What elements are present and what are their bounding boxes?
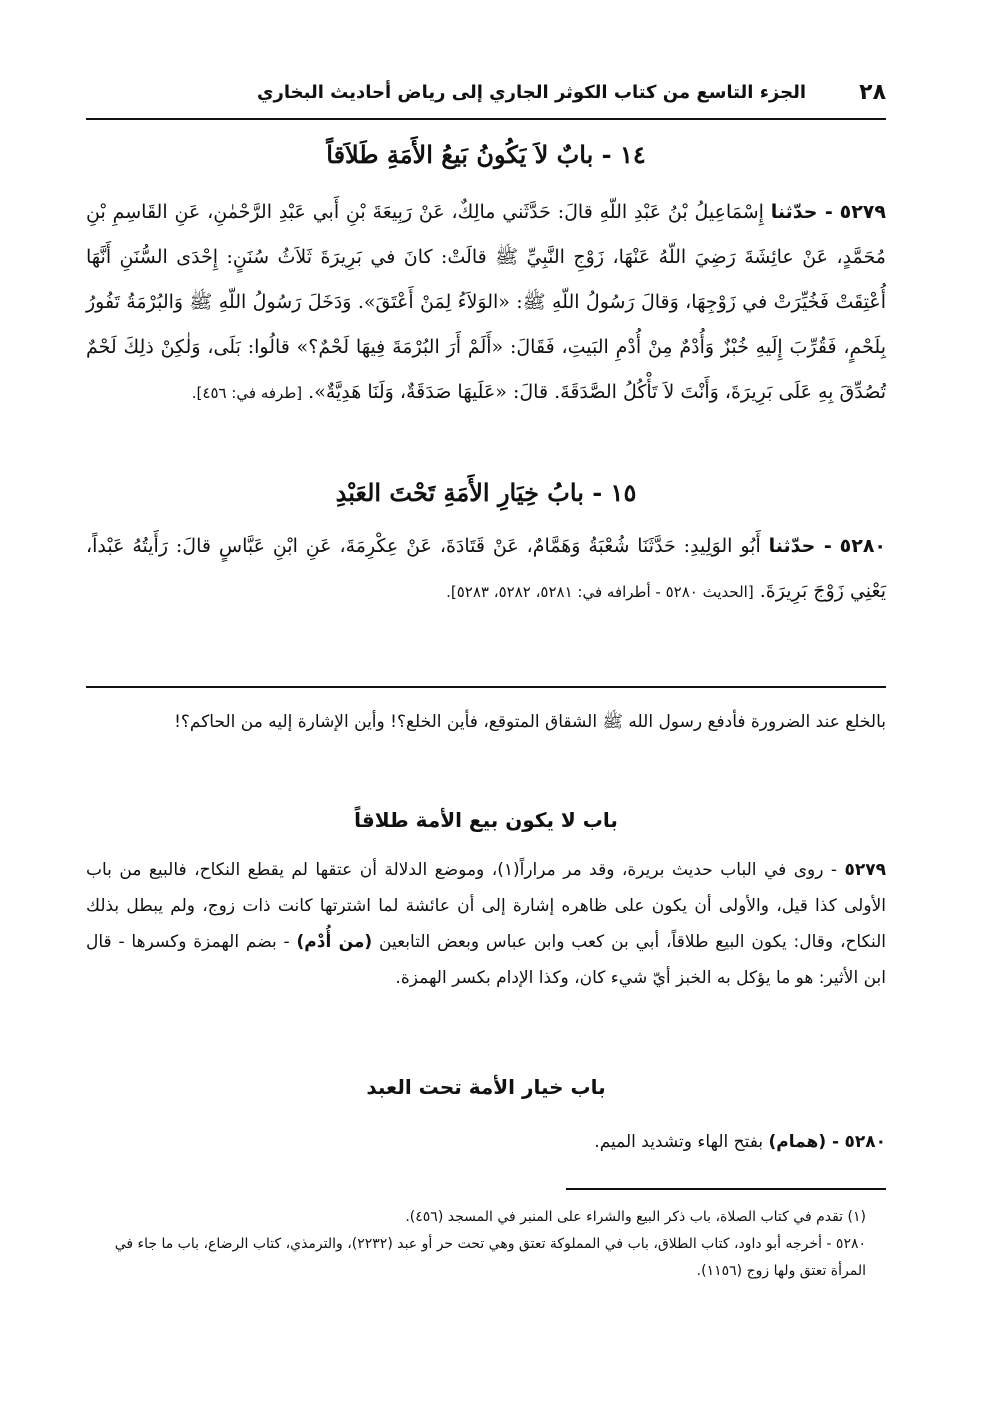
- commentary-tail: - بضم الهمزة وكسرها - قال ابن الأثير: هو ما يؤكل به الخبز أيّ شيء كان، وكذا الإدام بكسر الهمزة.: [86, 932, 886, 988]
- commentary-keyword: - (همام): [768, 1132, 840, 1152]
- commentary-heading-2: باب خيار الأمة تحت العبد: [366, 1075, 606, 1099]
- running-header: [86, 78, 886, 120]
- footnotes: [86, 1204, 886, 1285]
- hadith-text: أَبُو الوَلِيدِ: حَدَّثَنَا شُعْبَةُ وَهَمَّامٌ، عَنْ قَتَادَةَ، عَنْ عِكْرِمَةَ، عَنِ ابْنِ عَبَّاسٍ قالَ: رَأَيتُهُ عَبْداً، يَعْنِي زَوْجَ بَرِيرَةَ.: [86, 535, 886, 602]
- commentary-5279: [86, 852, 886, 996]
- page-number: ٢٨: [859, 80, 886, 105]
- hadith-number: ٥٢٨٠: [839, 535, 887, 557]
- commentary-heading-1: باب لا يكون بيع الأمة طلاقاً: [354, 808, 618, 832]
- commentary-number: ٥٢٧٩: [844, 860, 887, 880]
- hadith-lead: - حدّثنا: [770, 201, 833, 223]
- section-divider: [86, 686, 886, 688]
- hadith-reference: [الحديث ٥٢٨٠ - أطرافه في: ٥٢٨١، ٥٢٨٢، ٥٢٨٣].: [446, 583, 754, 601]
- commentary-5280: [86, 1124, 886, 1160]
- hadith-lead: - حدّثنا: [768, 535, 832, 557]
- commentary-number: ٥٢٨٠: [844, 1132, 886, 1152]
- footnote-1: (١) تقدم في كتاب الصلاة، باب ذكر البيع والشراء على المنبر في المسجد (٤٥٦).: [405, 1209, 866, 1225]
- carryover-text: بالخلع عند الضرورة فأدفع رسول الله ﷺ الشقاق المتوقع، فأين الخلع؟! وأين الإشارة إليه من الحاكم؟!: [174, 712, 886, 732]
- chapter-14-title: ١٤ - بابٌ لاَ يَكُونُ بَيعُ الأَمَةِ طَلاَقاً: [326, 140, 646, 169]
- commentary-carryover: [86, 704, 886, 740]
- hadith-reference: [طرفه في: ٤٥٦].: [191, 384, 303, 402]
- commentary-text: - روى في الباب حديث بريرة، وقد مر مراراً(١)، وموضع الدلالة أن عتقها لم يقطع النكاح، فالبيع من باب الأولى كذا قيل، والأولى أن يكون على ظاهره إشارة إلى أن عائشة لما اشترتها كانت ذات زوج، ولم يبطل بذلك النكاح، وقال: يكون البيع طلاقاً، أبي بن كعب وابن عباس وبعض التابعين: [86, 860, 887, 952]
- commentary-text: بفتح الهاء وتشديد الميم.: [594, 1132, 764, 1152]
- hadith-5279: [86, 190, 886, 416]
- footnote-divider: [566, 1188, 886, 1190]
- hadith-text: إِسْمَاعِيلُ بْنُ عَبْدِ اللّهِ قالَ: حَدَّثَني مالِكٌ، عَنْ رَبِيعَةَ بْنِ أَبي عَبْدِ الرَّحْمٰنِ، عَنِ القَاسِمِ بْنِ مُحَمَّدٍ، عَنْ عائِشَةَ رَضِيَ اللّهُ عَنْهَا، زَوْجِ النَّبِيِّ ﷺ قالَتْ: كانَ في بَرِيرَةَ ثَلاَثُ سُنَنٍ: إِحْدَى السُّنَنِ أَنَّهَا أُعْتِقَتْ فَخُيِّرَتْ في زَوْجِهَا، وَقالَ رَسُولُ اللّهِ ﷺ: «الوَلاَءُ لِمَنْ أَعْتَقَ». وَدَخَلَ رَسُولُ اللّهِ ﷺ وَالبُرْمَةُ تَفُورُ بِلَحْمٍ، فَقُرِّبَ إِلَيهِ خُبْزٌ وَأُدْمٌ مِنْ أُدْمِ البَيتِ، فَقَالَ: «أَلَمْ أَرَ البُرْمَةَ فِيهَا لَحْمٌ؟» قالُوا: بَلَى، وَلٰكِنْ ذلِكَ لَحْمٌ تُصُدِّقَ بِهِ عَلَى بَرِيرَةَ، وَأَنْتَ لاَ تَأْكُلُ الصَّدَقَةَ. قالَ: «عَلَيهَا صَدَقَةٌ، وَلَنَا هَدِيَّةٌ».: [86, 201, 886, 403]
- header-title: الجزء التاسع من كتاب الكوثر الجاري إلى رياض أحاديث البخاري: [257, 82, 806, 103]
- commentary-keyword: (من أُدْم): [296, 932, 373, 952]
- chapter-15-title: ١٥ - بابُ خِيَارِ الأَمَةِ تَحْتَ العَبْدِ: [335, 478, 637, 507]
- hadith-number: ٥٢٧٩: [839, 201, 886, 223]
- footnote-2: ٥٢٨٠ - أخرجه أبو داود، كتاب الطلاق، باب في المملوكة تعتق وهي تحت حر أو عبد (٢٢٣٢)، والترمذي، كتاب الرضاع، باب ما جاء في المرأة تعتق ولها زوج (١١٥٦).: [114, 1236, 866, 1279]
- hadith-5280: [86, 524, 886, 615]
